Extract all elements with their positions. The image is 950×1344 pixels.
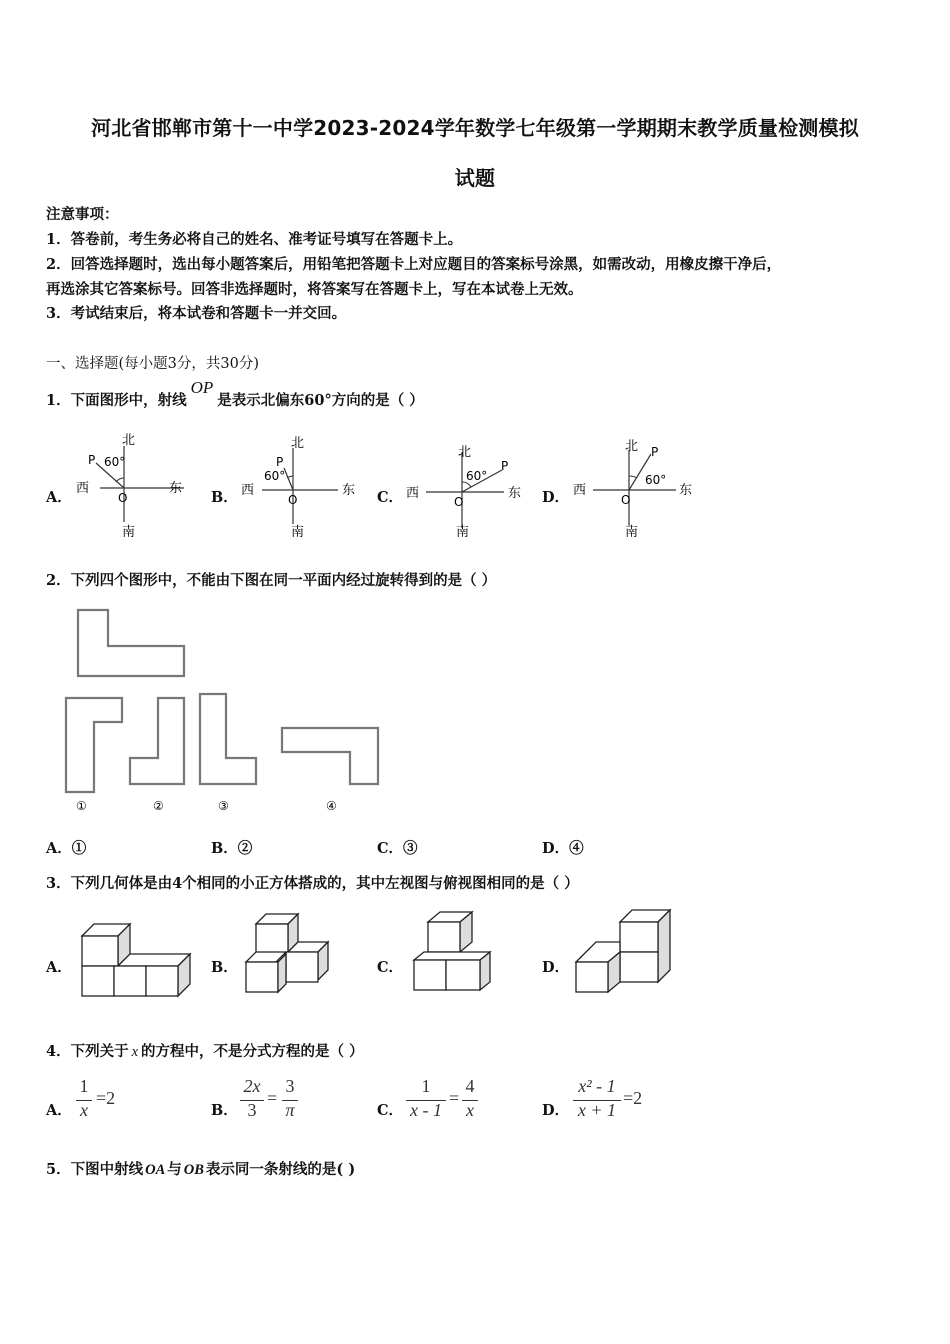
q5-oa: OA <box>145 1162 166 1178</box>
q3-figure-b <box>244 912 332 996</box>
q3-option-c[interactable]: C． <box>377 959 404 976</box>
q1a-angle: 60° <box>104 455 126 469</box>
q4-equation-b <box>240 1076 310 1126</box>
q1-stem <box>46 378 424 410</box>
q4c-numerator-1: 1 <box>421 1076 431 1096</box>
note-item-3: 3．考试结束后，将本试卷和答题卡一并交回。 <box>46 305 347 322</box>
q4-option-a[interactable]: A． <box>46 1102 72 1119</box>
q4-option-c[interactable]: C． <box>377 1102 404 1119</box>
q4b-equals: = <box>267 1088 278 1108</box>
q1a-origin: O <box>118 491 128 505</box>
q4d-rhs: =2 <box>623 1088 643 1108</box>
q4a-numerator: 1 <box>79 1076 89 1096</box>
q1b-south: 南 <box>291 525 305 540</box>
section-heading: 一、选择题(每小题3分，共30分) <box>46 356 259 372</box>
title-line-2: 试题 <box>454 166 496 190</box>
q2-option-d[interactable]: D．④ <box>542 840 584 857</box>
q1c-point: P <box>501 459 509 473</box>
q1c-west: 西 <box>406 486 420 501</box>
q1c-angle: 60° <box>466 469 488 483</box>
q1a-south: 南 <box>122 525 136 540</box>
q2-shape-2 <box>130 698 184 784</box>
q3-figure-d <box>574 908 674 994</box>
q1a-west: 西 <box>76 481 90 496</box>
q5-pre: 5．下图中射线 <box>46 1161 144 1178</box>
q1-option-d[interactable]: D． <box>542 489 570 506</box>
q4b-denominator-2: π <box>285 1100 295 1120</box>
q1c-east: 东 <box>508 486 522 501</box>
q2-option-c[interactable]: C．③ <box>377 840 418 857</box>
q2-fig-label-3: ③ <box>218 799 229 813</box>
q1d-north: 北 <box>625 439 639 454</box>
q1-option-c[interactable]: C． <box>377 489 404 506</box>
q1-option-b[interactable]: B． <box>211 489 238 506</box>
q1-figure-d <box>571 434 701 540</box>
q2-fig-label-2: ② <box>153 799 164 813</box>
q1d-south: 南 <box>625 525 639 540</box>
q4d-denominator: x + 1 <box>577 1100 617 1120</box>
title-line-1: 河北省邯郸市第十一中学2023-2024学年数学七年级第一学期期末教学质量检测模拟 <box>91 116 859 140</box>
q4c-denominator-2: x <box>466 1100 474 1120</box>
q4d-numerator: x² - 1 <box>578 1076 616 1096</box>
q5-post: 表示同一条射线的是( ) <box>205 1161 356 1178</box>
q2-shape-1 <box>66 698 122 792</box>
q4a-rhs: =2 <box>96 1088 116 1108</box>
q2-stem: 2．下列四个图形中，不能由下图在同一平面内经过旋转得到的是（ ） <box>46 572 497 589</box>
q2-original-shape <box>78 610 184 676</box>
q4-var: x <box>131 1044 139 1060</box>
q4b-numerator-1: 2x <box>243 1076 261 1096</box>
q4c-denominator-1: x - 1 <box>410 1100 442 1120</box>
q5-mid: 与 <box>167 1161 182 1178</box>
q5-ob: OB <box>183 1162 204 1178</box>
q2-option-a[interactable]: A．① <box>46 840 87 857</box>
q3-option-a[interactable]: A． <box>46 959 72 976</box>
q3-figure-c <box>412 910 494 994</box>
q1a-east: 东 <box>169 481 183 496</box>
q1-figure-c <box>404 440 529 540</box>
q1-ray-label: OP <box>190 378 214 397</box>
q1a-point: P <box>88 453 96 467</box>
q4c-equals: = <box>449 1088 460 1108</box>
q4-option-d[interactable]: D． <box>542 1102 570 1119</box>
q1c-origin: O <box>454 495 464 509</box>
note-item-2-cont: 再选涂其它答案标号。回答非选择题时，将答案写在答题卡上，写在本试卷上无效。 <box>46 281 583 298</box>
q1b-origin: O <box>288 493 298 507</box>
q4-equation-c <box>406 1076 486 1126</box>
q1-figure-a <box>72 430 192 540</box>
q2-shape-4 <box>282 728 378 784</box>
notes-heading: 注意事项： <box>46 206 119 223</box>
note-item-2: 2．回答选择题时，选出每小题答案后，用铅笔把答题卡上对应题目的答案标号涂黑，如需改动，用橡皮擦干净后， <box>46 256 782 273</box>
q1b-west: 西 <box>241 483 255 498</box>
q1d-origin: O <box>621 493 631 507</box>
q4b-numerator-2: 3 <box>285 1076 295 1096</box>
q2-shape-3 <box>200 694 256 784</box>
q1a-north: 北 <box>122 433 136 448</box>
q3-figure-a <box>80 922 198 998</box>
q1b-point: P <box>276 455 284 469</box>
note-item-1: 1．答卷前，考生务必将自己的姓名、准考证号填写在答题卡上。 <box>46 231 463 248</box>
q1-pre: 1．下面图形中，射线 <box>46 392 187 409</box>
q4a-denominator: x <box>80 1100 88 1120</box>
q1d-east: 东 <box>679 483 693 498</box>
q2-fig-label-4: ④ <box>326 799 337 813</box>
q1c-north: 北 <box>458 445 472 460</box>
q3-option-b[interactable]: B． <box>211 959 238 976</box>
q4-post: 的方程中，不是分式方程的是（ ） <box>141 1043 364 1060</box>
q4-stem <box>46 1040 364 1061</box>
q3-option-d[interactable]: D． <box>542 959 570 976</box>
q2-option-b[interactable]: B．② <box>211 840 253 857</box>
q3-stem: 3．下列几何体是由4个相同的小正方体搭成的，其中左视图与俯视图相同的是（ ） <box>46 875 579 892</box>
q2-figures <box>60 604 400 820</box>
q1-post: 是表示北偏东60°方向的是（ ） <box>217 392 424 409</box>
q4-option-b[interactable]: B． <box>211 1102 238 1119</box>
q1d-angle: 60° <box>645 473 667 487</box>
q4-equation-a <box>76 1076 136 1126</box>
q1b-east: 东 <box>342 483 356 498</box>
q4c-numerator-2: 4 <box>465 1076 475 1096</box>
q1-option-a[interactable]: A． <box>46 489 72 506</box>
q5-stem <box>46 1158 355 1179</box>
q1d-point: P <box>651 445 659 459</box>
q2-fig-label-1: ① <box>76 799 87 813</box>
q4-equation-d <box>573 1076 663 1126</box>
q4-pre: 4．下列关于 <box>46 1043 129 1060</box>
q1b-angle: 60° <box>264 469 286 483</box>
q1b-north: 北 <box>291 436 305 451</box>
q1-figure-b <box>238 436 363 541</box>
q4b-denominator-1: 3 <box>247 1100 257 1120</box>
q1d-west: 西 <box>573 483 587 498</box>
q1c-south: 南 <box>456 525 470 540</box>
